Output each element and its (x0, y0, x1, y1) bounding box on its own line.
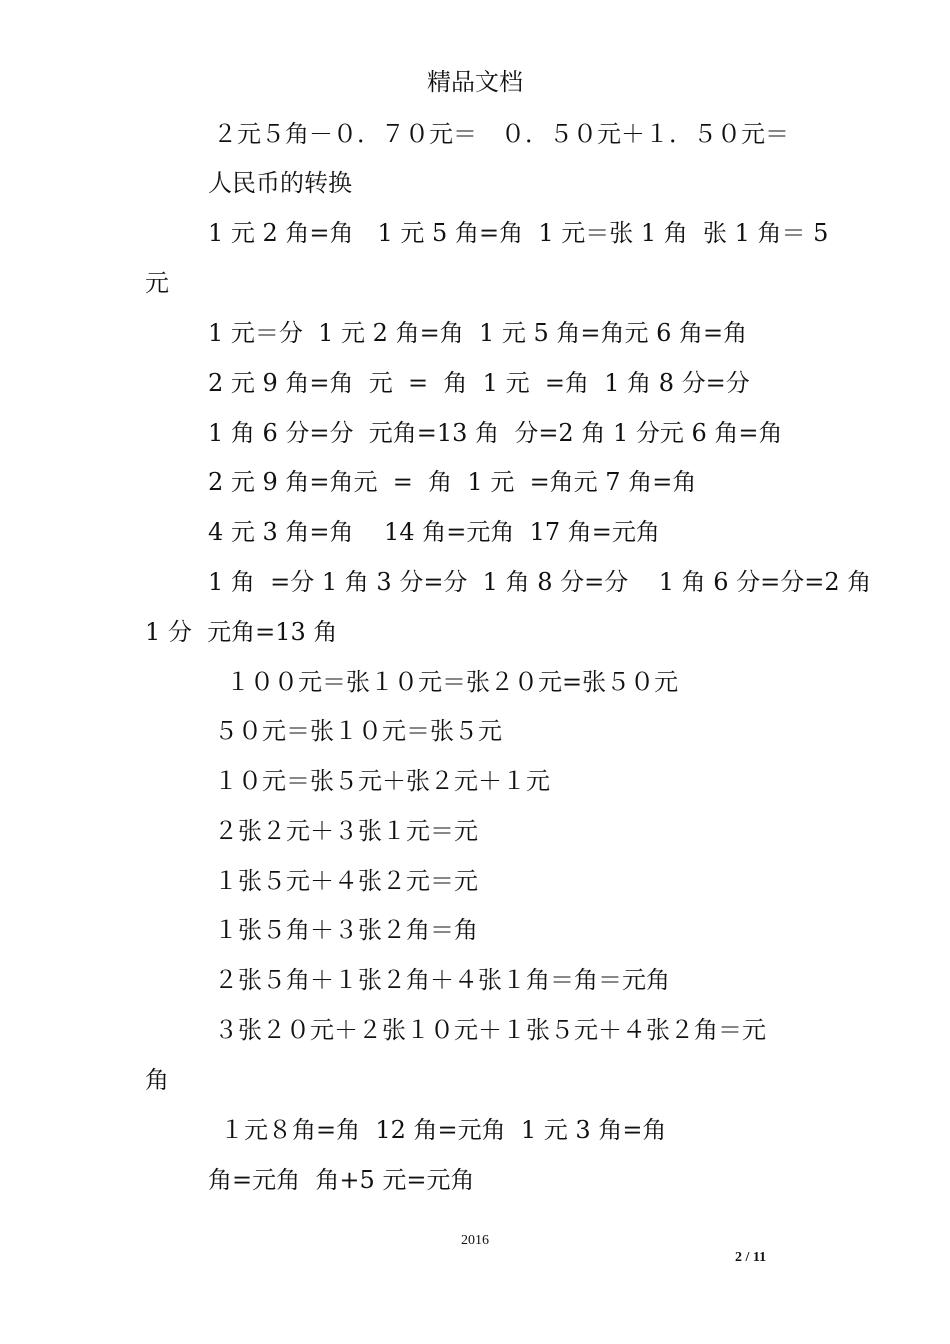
text-line-17: １张５角＋３张２角＝角 (214, 916, 478, 944)
page-number: 2 / 11 (735, 1250, 767, 1265)
text-line-4: 元 (145, 269, 169, 297)
text-line-15: ２张２元＋３张１元＝元 (214, 817, 478, 845)
text-line-21: １元８角=角 12 角=元角 1 元 3 角=角 (220, 1116, 667, 1144)
text-line-3: 1 元 2 角=角 1 元 5 角=角 1 元＝张 1 角 张 1 角＝ 5 (208, 219, 829, 247)
text-line-5: 1 元＝分 1 元 2 角=角 1 元 5 角=角元 6 角=角 (208, 319, 748, 347)
text-line-11: 1 分 元角=13 角 (145, 618, 338, 646)
text-line-8: 2 元 9 角=角元 = 角 1 元 =角元 7 角=角 (208, 468, 697, 496)
text-line-22: 角=元角 角+5 元=元角 (208, 1166, 475, 1194)
text-line-16: １张５元＋４张２元＝元 (214, 867, 478, 895)
text-line-13: ５０元＝张１０元＝张５元 (214, 717, 502, 745)
text-line-10: 1 角 =分 1 角 3 分=分 1 角 8 分=分 1 角 6 分=分=2 角 (208, 568, 872, 596)
text-line-19: ３张２０元＋２张１０元＋１张５元＋４张２角＝元 (214, 1016, 766, 1044)
page-header-title: 精品文档 (427, 68, 523, 96)
text-line-7: 1 角 6 分=分 元角=13 角 分=2 角 1 分元 6 角=角 (208, 419, 783, 447)
text-line-14: １０元＝张５元＋张２元＋１元 (214, 767, 550, 795)
text-line-1: ２元５角－０．７０元＝ ０．５０元＋１．５０元＝ (213, 120, 789, 148)
footer-year: 2016 (461, 1233, 489, 1248)
text-line-18: ２张５角＋１张２角＋４张１角＝角＝元角 (214, 966, 670, 994)
text-line-9: 4 元 3 角=角 14 角=元角 17 角=元角 (208, 518, 660, 546)
text-line-6: 2 元 9 角=角 元 = 角 1 元 =角 1 角 8 分=分 (208, 369, 750, 397)
text-line-20: 角 (145, 1066, 169, 1094)
text-line-2: 人民币的转换 (208, 169, 352, 197)
text-line-12: １００元＝张１０元＝张２０元=张５０元 (226, 668, 679, 696)
